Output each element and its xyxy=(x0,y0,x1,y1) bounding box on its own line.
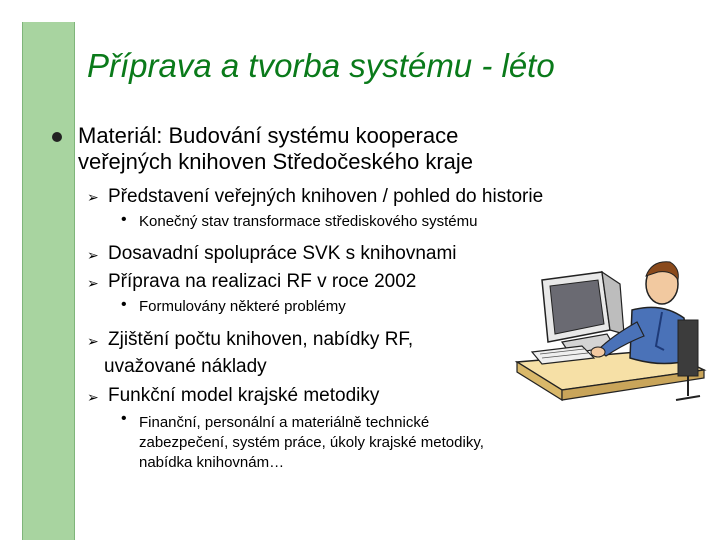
dot-bullet-icon: • xyxy=(121,410,127,427)
dot-bullet-icon: • xyxy=(121,211,127,228)
main-point xyxy=(78,123,638,175)
slide-title: Příprava a tvorba systému - léto xyxy=(87,47,555,84)
sub-list-item: Formulovány některé problémy xyxy=(139,298,346,315)
list-item: Příprava na realizaci RF v roce 2002 xyxy=(108,271,417,292)
list-item: Zjištění počtu knihoven, nabídky RF, xyxy=(108,329,414,350)
sub-list-item: Finanční, personální a materiálně technické xyxy=(139,414,430,431)
list-item: Představení veřejných knihoven / pohled do historie xyxy=(108,186,544,207)
arrow-bullet-icon: ➢ xyxy=(87,276,99,292)
list-item: Funkční model krajské metodiky xyxy=(108,385,380,406)
main-point-line-2: veřejných knihoven Středočeského kraje xyxy=(78,149,474,174)
side-accent-bar xyxy=(22,22,75,540)
sub-list-item-continuation: zabezpečení, systém práce, úkoly krajské metodiky, xyxy=(139,434,484,451)
list-item-continuation: uvažované náklady xyxy=(104,356,267,377)
list-item: Dosavadní spolupráce SVK s knihovnami xyxy=(108,243,457,264)
sub-list-item-continuation: nabídka knihovnám… xyxy=(139,454,285,471)
arrow-bullet-icon: ➢ xyxy=(87,390,99,406)
arrow-bullet-icon: ➢ xyxy=(87,190,99,206)
main-point-line-1: Materiál: Budování systému kooperace xyxy=(78,123,459,148)
person-at-computer-icon xyxy=(512,250,708,410)
arrow-bullet-icon: ➢ xyxy=(87,334,99,350)
main-bullet-icon xyxy=(52,132,62,142)
dot-bullet-icon: • xyxy=(121,296,127,313)
sub-list-item: Konečný stav transformace střediskového systému xyxy=(139,213,478,230)
arrow-bullet-icon: ➢ xyxy=(87,248,99,264)
